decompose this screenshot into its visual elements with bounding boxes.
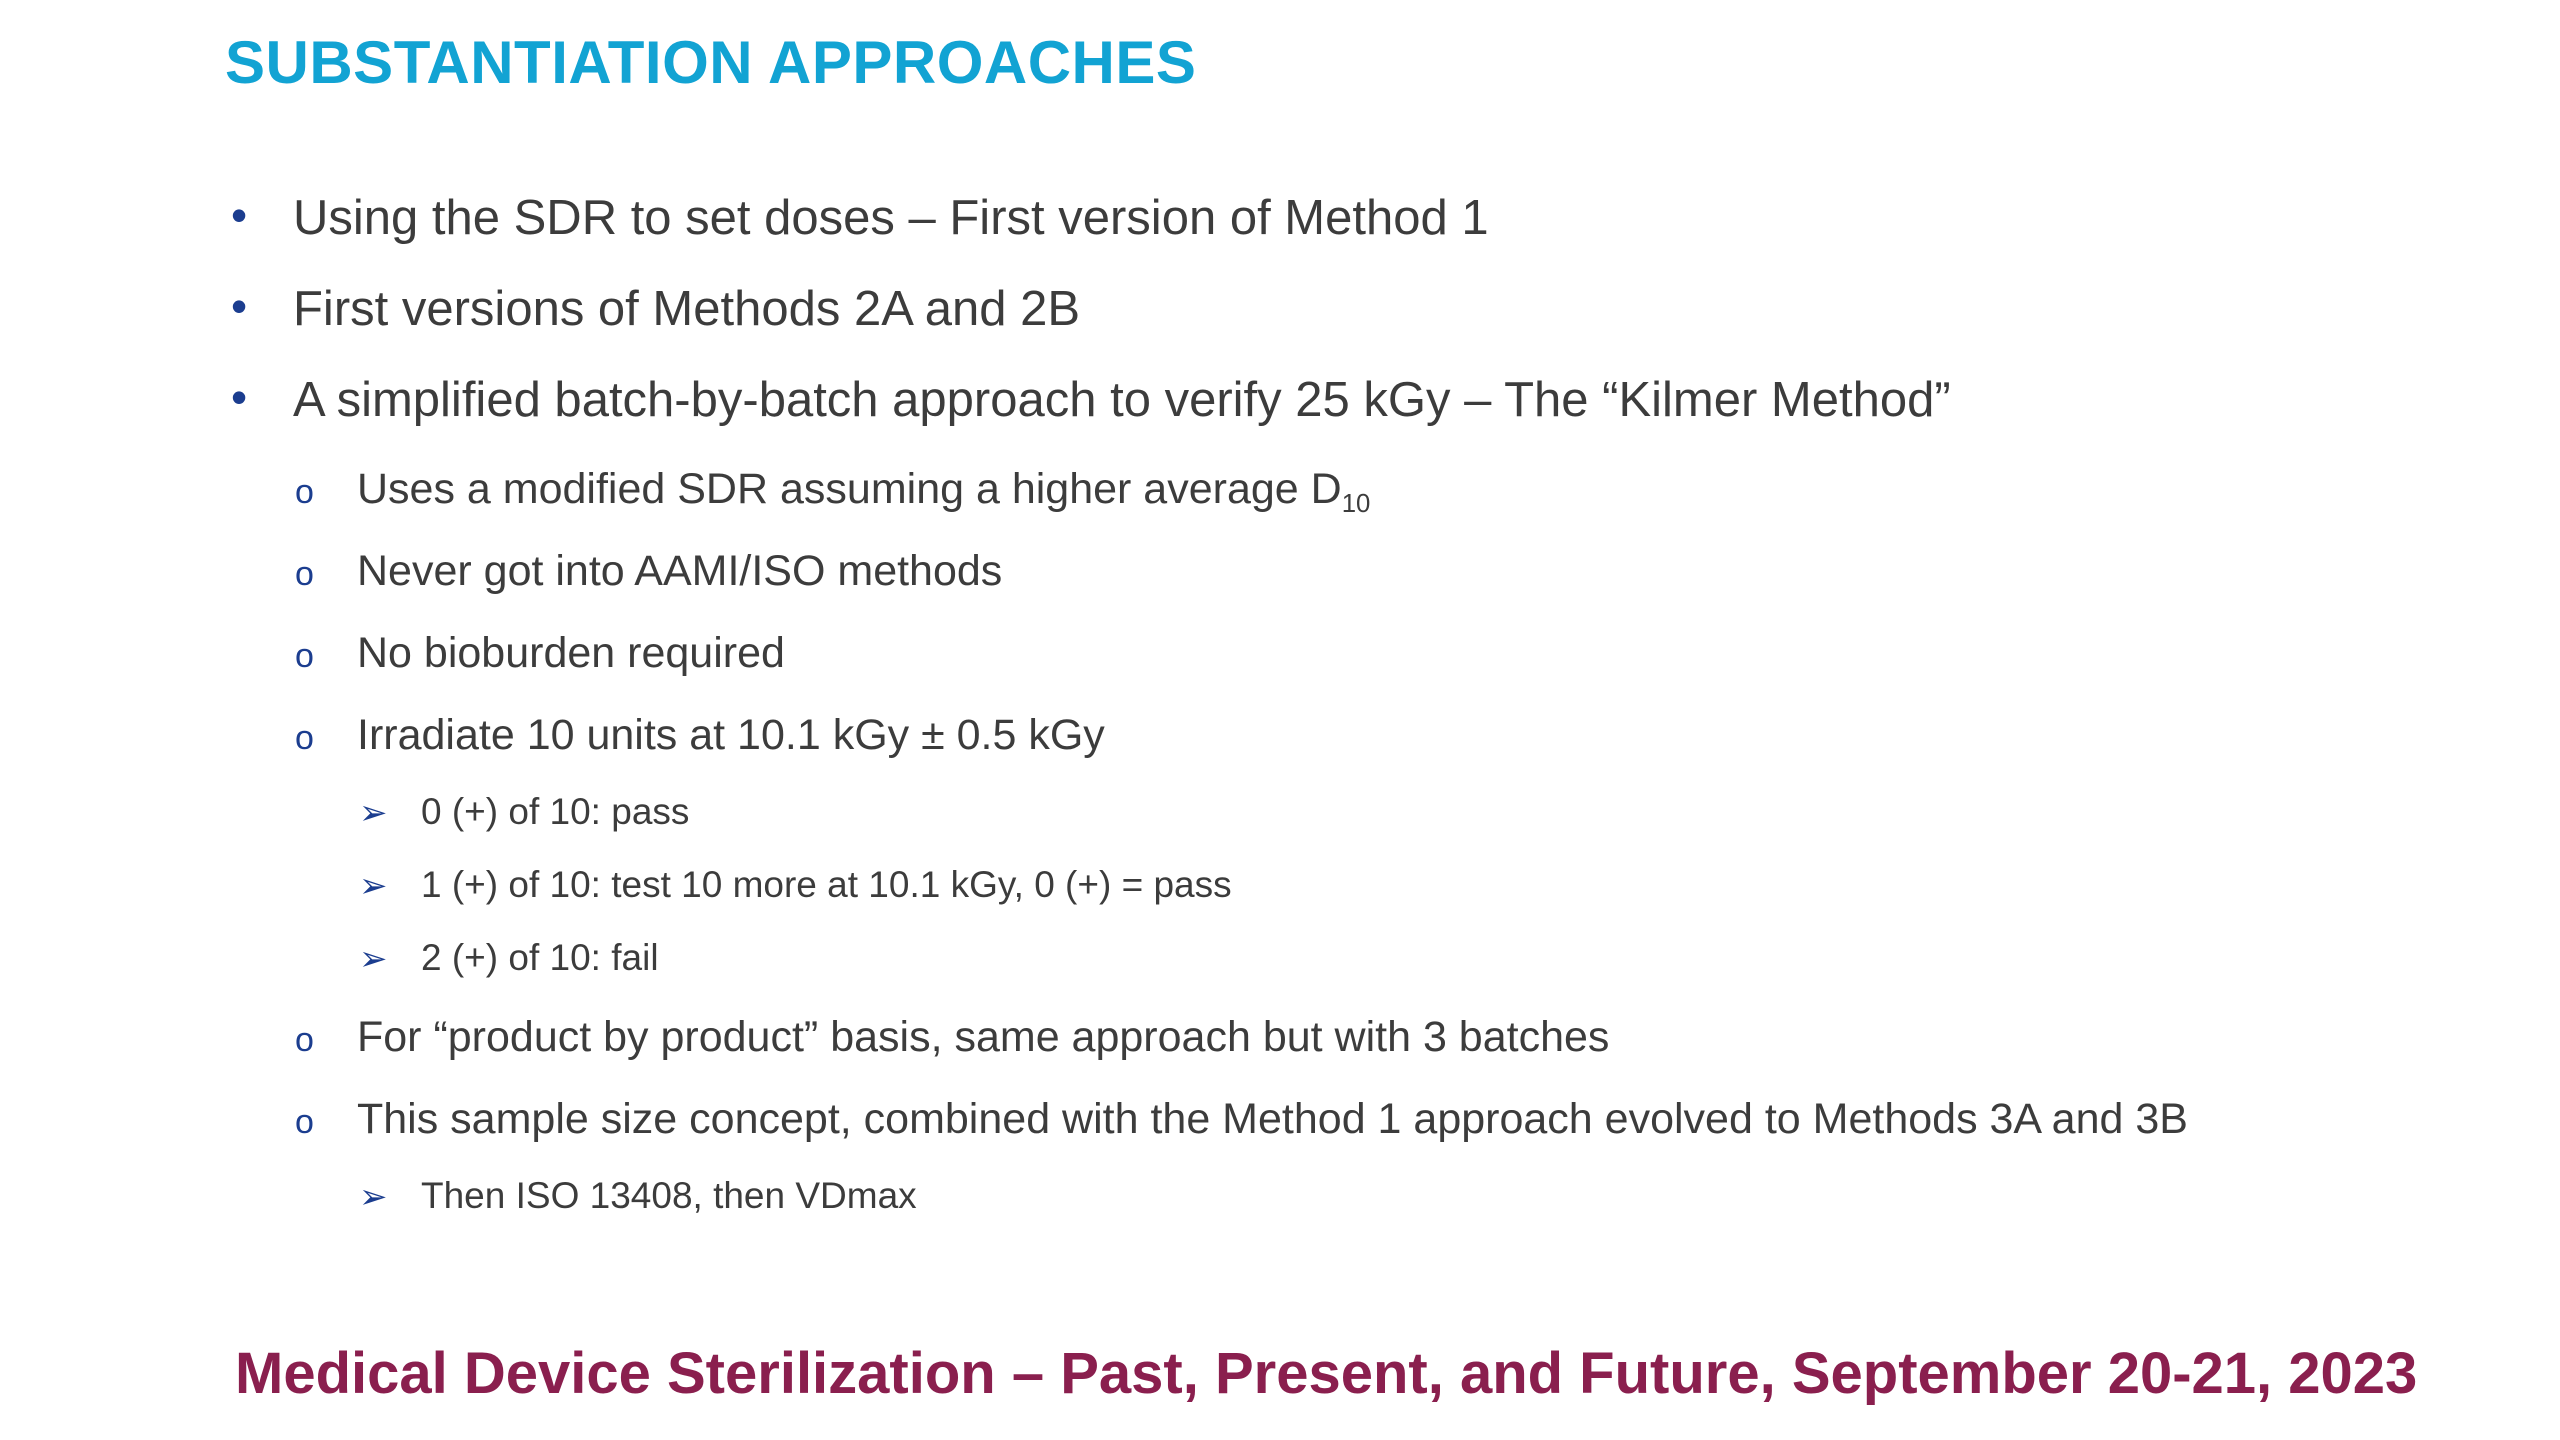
list-item-text: No bioburden required [357, 629, 785, 677]
bullet-circle-icon: o [295, 637, 314, 675]
list-item-text [357, 465, 1371, 519]
list-item [295, 1013, 1610, 1062]
list-item-text: Irradiate 10 units at 10.1 kGy ± 0.5 kGy [357, 711, 1105, 759]
list-item-text: For “product by product” basis, same approach but with 3 batches [357, 1013, 1610, 1061]
bullet-circle-icon: o [295, 719, 314, 757]
list-item-text: 1 (+) of 10: test 10 more at 10.1 kGy, 0 (+) = pass [421, 864, 1232, 905]
list-item [359, 937, 659, 979]
list-item-text: Using the SDR to set doses – First version of Method 1 [293, 191, 1489, 245]
list-item [295, 711, 1105, 760]
arrowhead-bullet-icon: ➢ [359, 940, 388, 978]
list-item-text: Then ISO 13408, then VDmax [421, 1175, 917, 1216]
list-item-text: 2 (+) of 10: fail [421, 937, 659, 978]
list-item-text: First versions of Methods 2A and 2B [293, 282, 1081, 336]
bullet-circle-icon: o [295, 1021, 314, 1059]
arrowhead-bullet-icon: ➢ [359, 1178, 388, 1216]
list-item-text-main: Uses a modified SDR assuming a higher average D [357, 465, 1342, 513]
bullet-dot-icon: • [231, 189, 248, 241]
list-item-text: Never got into AAMI/ISO methods [357, 547, 1003, 595]
list-item-text: This sample size concept, combined with the Method 1 approach evolved to Methods 3A and 3B [357, 1095, 2188, 1143]
list-item-text: 0 (+) of 10: pass [421, 791, 690, 832]
arrowhead-bullet-icon: ➢ [359, 794, 388, 832]
list-item [231, 189, 1489, 246]
footer-event-banner: Medical Device Sterilization – Past, Present, and Future, September 20-21, 2023 [235, 1341, 2418, 1406]
bullet-circle-icon: o [295, 473, 314, 511]
list-item [295, 1095, 2188, 1144]
bullet-circle-icon: o [295, 555, 314, 593]
list-item [231, 280, 1081, 337]
bullet-dot-icon: • [231, 280, 248, 332]
slide-title: SUBSTANTIATION APPROACHES [225, 29, 1197, 96]
list-item [295, 547, 1003, 596]
list-item [359, 1175, 917, 1217]
list-item [359, 864, 1232, 906]
list-item-text: A simplified batch-by-batch approach to verify 25 kGy – The “Kilmer Method” [293, 373, 1951, 427]
bullet-circle-icon: o [295, 1103, 314, 1141]
list-item [359, 791, 690, 833]
subscript: 10 [1341, 490, 1371, 519]
arrowhead-bullet-icon: ➢ [359, 867, 388, 905]
list-item [295, 465, 1371, 519]
list-item [231, 371, 1951, 428]
list-item [295, 629, 785, 678]
bullet-dot-icon: • [231, 371, 248, 423]
